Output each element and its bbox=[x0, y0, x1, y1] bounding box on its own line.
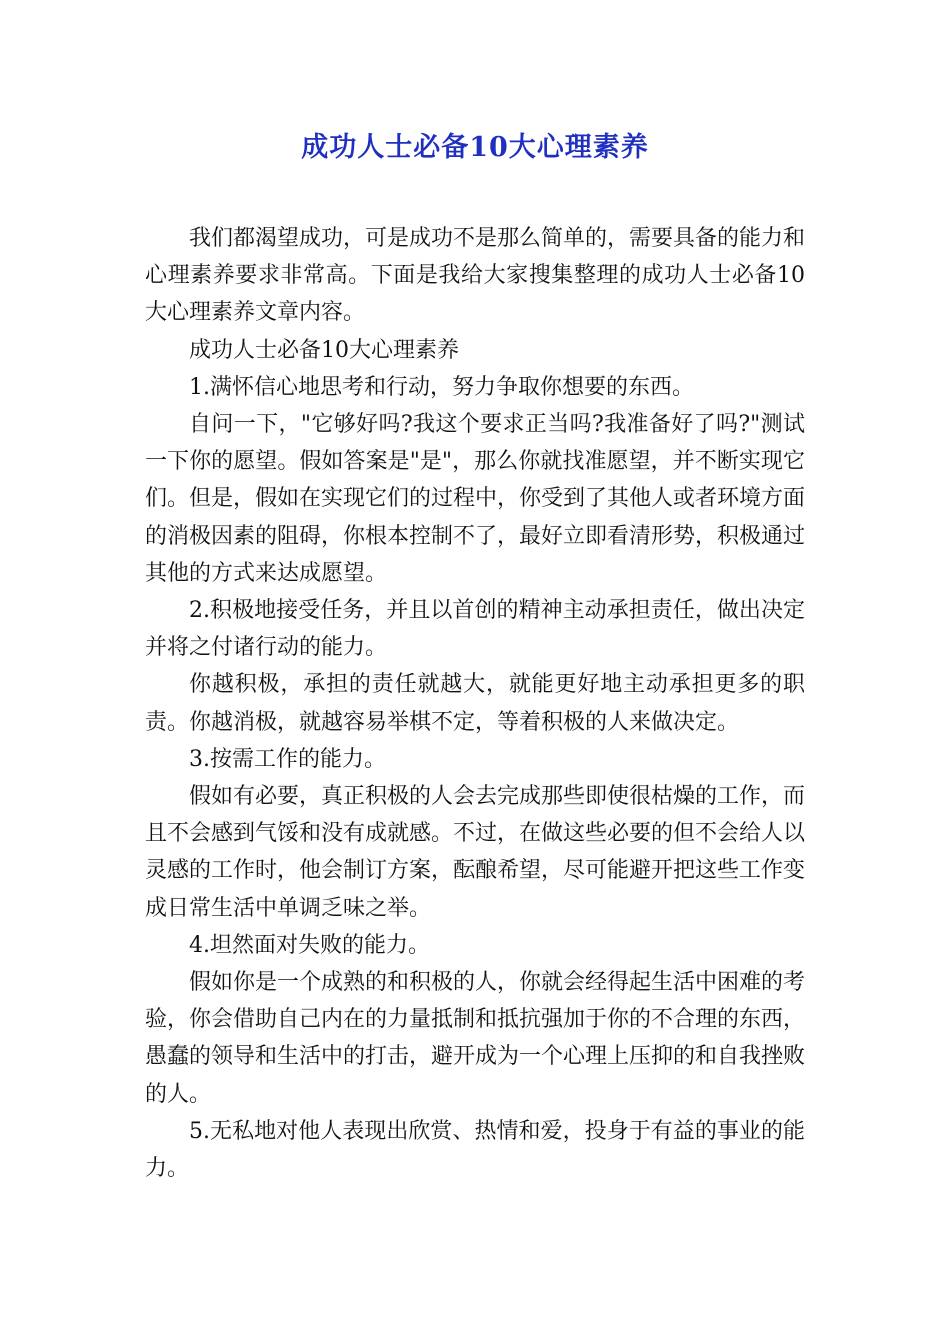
paragraph-item-4-body: 假如你是一个成熟的和积极的人，你就会经得起生活中困难的考验，你会借助自己内在的力量抵制和抵抗强加于你的不合理的东西，愚蠢的领导和生活中的打击，避开成为一个心理上压抑的和自我挫败的人。 bbox=[145, 970, 806, 1107]
paragraph-item-2-body: 你越积极，承担的责任就越大，就能更好地主动承担更多的职责。你越消极，就越容易举棋不定，等着积极的人来做决定。 bbox=[145, 672, 805, 735]
paragraph-subtitle: 成功人士必备10大心理素养 bbox=[189, 337, 459, 363]
paragraph-item-3-body: 假如有必要，真正积极的人会去完成那些即使很枯燥的工作，而且不会感到气馁和没有成就感。不过，在做这些必要的但不会给人以灵感的工作时，他会制订方案，酝酿希望，尽可能避开把这些工作变成日常生活中单调乏味之举。 bbox=[145, 784, 806, 921]
document-title: 成功人士必备10大心理素养 bbox=[301, 132, 649, 163]
document-body bbox=[145, 220, 805, 1187]
paragraph-item-1-body: 自问一下，"它够好吗?我这个要求正当吗?我准备好了吗?"测试一下你的愿望。假如答案是"是"，那么你就找准愿望，并不断实现它们。但是，假如在实现它们的过程中，你受到了其他人或者环境方面的消极因素的阻碍，你根本控制不了，最好立即看清形势，积极通过其他的方式来达成愿望。 bbox=[145, 412, 806, 586]
paragraph-item-4: 4.坦然面对失败的能力。 bbox=[189, 932, 430, 958]
paragraph-item-5: 5.无私地对他人表现出欣赏、热情和爱，投身于有益的事业的能力。 bbox=[145, 1118, 805, 1182]
paragraph-item-2: 2.积极地接受任务，并且以首创的精神主动承担责任，做出决定并将之付诸行动的能力。 bbox=[145, 598, 805, 661]
paragraph-item-1: 1.满怀信心地思考和行动，努力争取你想要的东西。 bbox=[189, 374, 694, 400]
paragraph-intro: 我们都渴望成功，可是成功不是那么简单的，需要具备的能力和心理素养要求非常高。下面是我给大家搜集整理的成功人士必备10大心理素养文章内容。 bbox=[145, 226, 806, 326]
paragraph-item-3: 3.按需工作的能力。 bbox=[189, 746, 386, 772]
